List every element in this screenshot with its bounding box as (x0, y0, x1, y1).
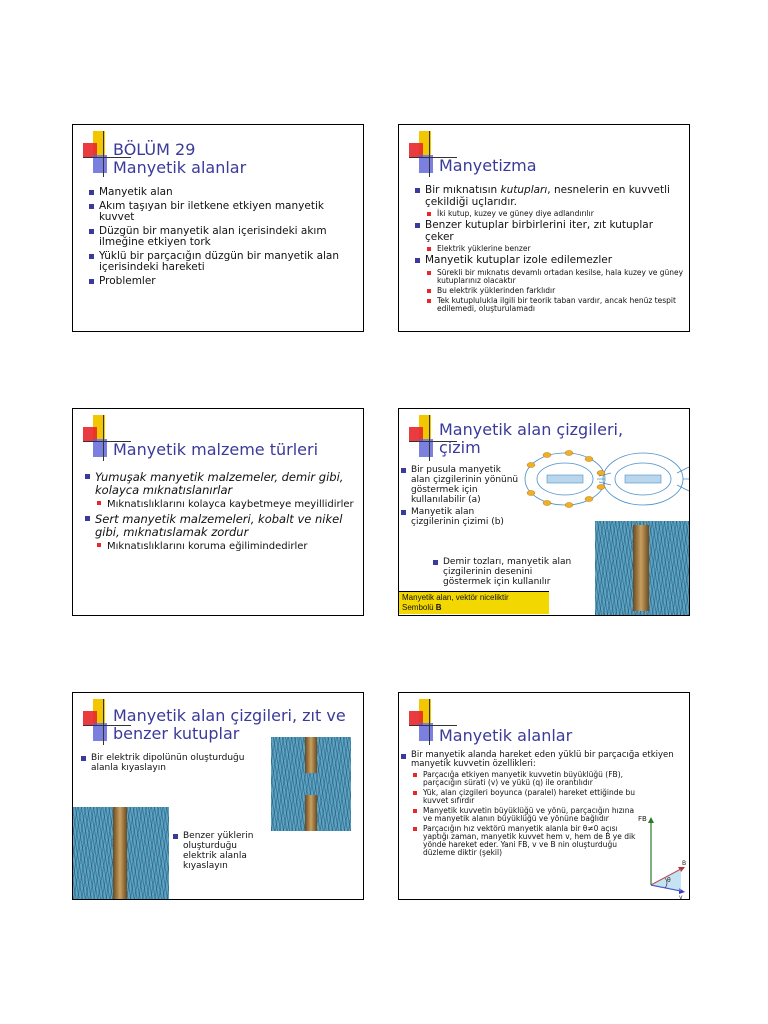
list-item: Problemler (89, 276, 359, 288)
list-item: Yumuşak manyetik malzemeler, demir gibi, kolayca mıknatıslanırlar (85, 471, 357, 497)
slide-2 (398, 124, 690, 332)
bullet-list (415, 185, 685, 315)
list-item: Manyetik kutuplar izole edilemezler (415, 255, 685, 267)
list-item: Manyetik alan çizgilerinin çizimi (b) (401, 507, 519, 527)
bullet-list (401, 465, 519, 529)
slide-5 (72, 692, 364, 900)
slide-6 (398, 692, 690, 900)
list-item: Benzer kutuplar birbirlerini iter, zıt kutuplar çeker (415, 220, 685, 243)
list-item: Benzer yüklerin oluşturduğu elektrik alanla kıyaslayın (173, 831, 273, 871)
sub-item: Yük, alan çizgileri boyunca (paralel) hareket ettiğinde bu kuvvet sıfırdır (413, 789, 637, 805)
theta-label: θ (667, 877, 671, 884)
slide-title (113, 141, 246, 177)
bullet-list (85, 471, 357, 555)
sub-item: Bu elektrik yüklerinden farklıdır (427, 287, 685, 295)
list-item: Bir mıknatısın kutupları, nesnelerin en kuvvetli çekildiği uçlarıdır. (415, 185, 685, 208)
bullet-list (89, 187, 359, 289)
bullet-list (433, 557, 579, 589)
sub-item: Parçacığa etkiyen manyetik kuvvetin büyüklüğü (FB), parçacığın sürati (v) ve yükü (q) ile orantılıdır (413, 771, 637, 787)
vector-note-box (399, 591, 549, 614)
sub-item: Tek kutuplulukla ilgili bir teorik taban vardır, ancak henüz tespit edilemedi, oluşturulamadı (427, 297, 685, 313)
fb-label: FB (638, 815, 647, 823)
symbol-note: Sembolü B (402, 603, 442, 612)
sub-item: Sürekli bir mıknatıs devamlı ortadan kesilse, hala kuzey ve güney kutuplarınız olacaktır (427, 269, 685, 285)
opposite-poles-photo (271, 737, 351, 831)
field-lines-diagram (517, 443, 690, 519)
bullet-list (401, 751, 685, 771)
v-label: v (679, 894, 683, 899)
like-poles-photo (73, 807, 169, 900)
slide-title: Manyetik alanlar (439, 726, 573, 745)
slide-title: Manyetik alan çizgileri, çizim (439, 420, 624, 457)
list-item: Yüklü bir parçacığın düzgün bir manyetik alan içerisindeki hareketi (89, 251, 359, 274)
list-item: Bir elektrik dipolünün oluşturduğu alanla kıyaslayın (81, 753, 271, 773)
bullet-list (173, 831, 273, 873)
sub-item: Mıknatıslıklarını koruma eğilimindedirler (97, 541, 357, 553)
slide-4 (398, 408, 690, 616)
sub-item: Mıknatıslıklarını kolayca kaybetmeye meyillidirler (97, 499, 357, 511)
force-vector-figure (635, 811, 689, 899)
list-item: Demir tozları, manyetik alan çizgilerinin desenini göstermek için kullanılır (433, 557, 579, 587)
slide-title: Manyetizma (439, 156, 537, 175)
slide-3 (72, 408, 364, 616)
list-item: Akım taşıyan bir iletkene etkiyen manyetik kuvvet (89, 201, 359, 224)
list-item: Düzgün bir manyetik alan içerisindeki akım ilmeğine etkiyen tork (89, 226, 359, 249)
sub-item: Elektrik yüklerine benzer (427, 245, 685, 253)
slide-1 (72, 124, 364, 332)
bullet-list (81, 753, 271, 775)
sub-item: Manyetik kuvvetin büyüklüğü ve yönü, parçacığın hızına ve manyetik alanın büyüklüğü ve yönüne bağlıdır (413, 807, 637, 823)
list-item: Sert manyetik malzemeleri, kobalt ve nikel gibi, mıknatıslamak zordur (85, 513, 357, 539)
list-item: Bir pusula manyetik alan çizgilerinin yönünü göstermek için kullanılabilir (a) (401, 465, 519, 505)
list-item: Manyetik alan (89, 187, 359, 199)
vector-note: Manyetik alan, vektör niceliktir (402, 593, 509, 602)
chapter-title: Manyetik alanlar (113, 158, 247, 177)
slide-title: Manyetik malzeme türleri (113, 440, 319, 459)
iron-filings-photo (595, 521, 689, 615)
chapter-label: BÖLÜM 29 (113, 140, 196, 159)
b-label: B (682, 860, 687, 867)
sub-list (401, 771, 637, 859)
slide-title: Manyetik alan çizgileri, zıt ve benzer kutuplar (113, 706, 346, 743)
list-item: Bir manyetik alanda hareket eden yüklü bir parçacığa etkiyen manyetik kuvvetin özellikleri: (401, 751, 685, 769)
sub-item: İki kutup, kuzey ve güney diye adlandırılır (427, 210, 685, 218)
sub-item: Parçacığın hız vektörü manyetik alanla bir θ≠0 açısı yaptığı zaman, manyetik kuvvet hem v, hem de B ye dik yönde hareket eder. Yani FB, v ve B nin oluşturduğu düzleme diktir (şekil) (413, 825, 637, 857)
